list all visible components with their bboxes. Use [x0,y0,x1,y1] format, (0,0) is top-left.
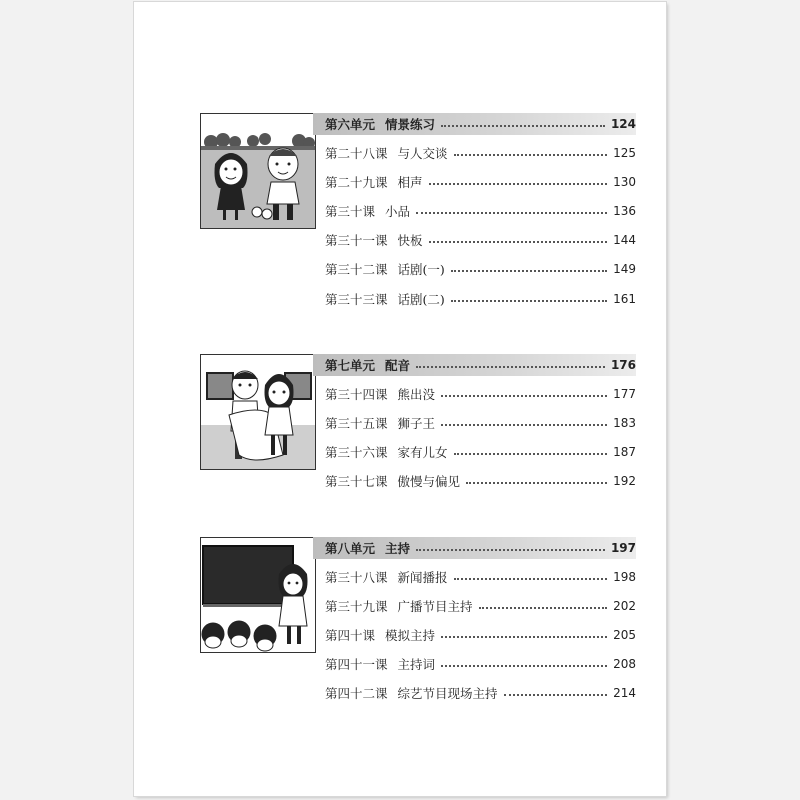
lesson-number: 第三十七课 [325,474,388,489]
unit-title: 主持 [385,541,411,556]
toc-entry [325,171,636,193]
lesson-number: 第三十五课 [325,416,388,431]
dot-leader [454,578,608,580]
dot-leader [451,300,607,302]
page-number: 144 [613,233,636,247]
dot-leader [441,636,607,638]
dot-leader [454,453,608,455]
unit-header-row [313,537,636,559]
lesson-number: 第三十一课 [325,233,388,248]
lesson-number: 第四十课 [325,628,376,643]
dot-leader [416,212,607,214]
page-number: 176 [610,358,636,372]
dot-leader [451,270,607,272]
page-number: 149 [613,262,636,276]
lesson-title: 与人交谈 [397,146,448,161]
two-children-with-picture-frame-illustration [200,354,316,470]
two-children-playground-illustration [200,113,316,229]
lesson-number: 第二十九课 [325,175,388,190]
page-number: 136 [613,204,636,218]
unit-title: 配音 [385,358,411,373]
lesson-number: 第三十三课 [325,292,388,307]
unit-number: 第八单元 [325,541,376,556]
page-number: 192 [613,474,636,488]
lesson-number: 第三十二课 [325,262,388,277]
dot-leader [479,607,608,609]
page-number: 161 [613,292,636,306]
dot-leader [416,549,605,551]
page-number: 124 [610,117,636,131]
toc-entry [325,624,636,646]
lesson-number: 第四十二课 [325,686,388,701]
toc-entry [325,441,636,463]
toc-entry [325,200,636,222]
toc-entry [325,383,636,405]
dot-leader [441,665,607,667]
page-number: 214 [613,686,636,700]
toc-entry [325,595,636,617]
page-number: 187 [613,445,636,459]
lesson-title: 广播节目主持 [397,599,473,614]
lesson-title: 熊出没 [397,387,436,402]
dot-leader [441,424,607,426]
lesson-title: 主持词 [397,657,436,672]
page-number: 177 [613,387,636,401]
toc-entry [325,682,636,704]
dot-leader [429,241,608,243]
unit-header-row [313,113,636,135]
lesson-number: 第三十六课 [325,445,388,460]
dot-leader [429,183,608,185]
toc-entry [325,470,636,492]
lesson-title: 综艺节目现场主持 [397,686,498,701]
page-number: 198 [613,570,636,584]
lesson-number: 第三十四课 [325,387,388,402]
dot-leader [454,154,608,156]
toc-entry [325,229,636,251]
toc-entry [325,288,636,310]
page-number: 202 [613,599,636,613]
lesson-number: 第四十一课 [325,657,388,672]
page-number: 183 [613,416,636,430]
lesson-title: 小品 [385,204,411,219]
dot-leader [466,482,607,484]
toc-entry [325,412,636,434]
dot-leader [441,395,607,397]
girl-at-blackboard-with-audience-illustration [200,537,316,653]
page-number: 130 [613,175,636,189]
unit-header-row [313,354,636,376]
page-number: 197 [610,541,636,555]
toc-entry [325,142,636,164]
lesson-number: 第二十八课 [325,146,388,161]
lesson-title: 狮子王 [397,416,436,431]
toc-entry [325,258,636,280]
lesson-title: 家有儿女 [397,445,448,460]
dot-leader [504,694,608,696]
lesson-title: 话剧(一) [397,262,445,277]
lesson-number: 第三十九课 [325,599,388,614]
lesson-title: 模拟主持 [385,628,436,643]
dot-leader [441,125,605,127]
lesson-number: 第三十八课 [325,570,388,585]
lesson-title: 相声 [397,175,423,190]
unit-title: 情景练习 [385,117,436,132]
lesson-title: 傲慢与偏见 [397,474,461,489]
lesson-title: 快板 [397,233,423,248]
lesson-number: 第三十课 [325,204,376,219]
unit-number: 第七单元 [325,358,376,373]
dot-leader [416,366,605,368]
page-number: 125 [613,146,636,160]
lesson-title: 新闻播报 [397,570,448,585]
lesson-title: 话剧(二) [397,292,445,307]
unit-number: 第六单元 [325,117,376,132]
page-number: 208 [613,657,636,671]
toc-entry [325,566,636,588]
page-number: 205 [613,628,636,642]
toc-entry [325,653,636,675]
